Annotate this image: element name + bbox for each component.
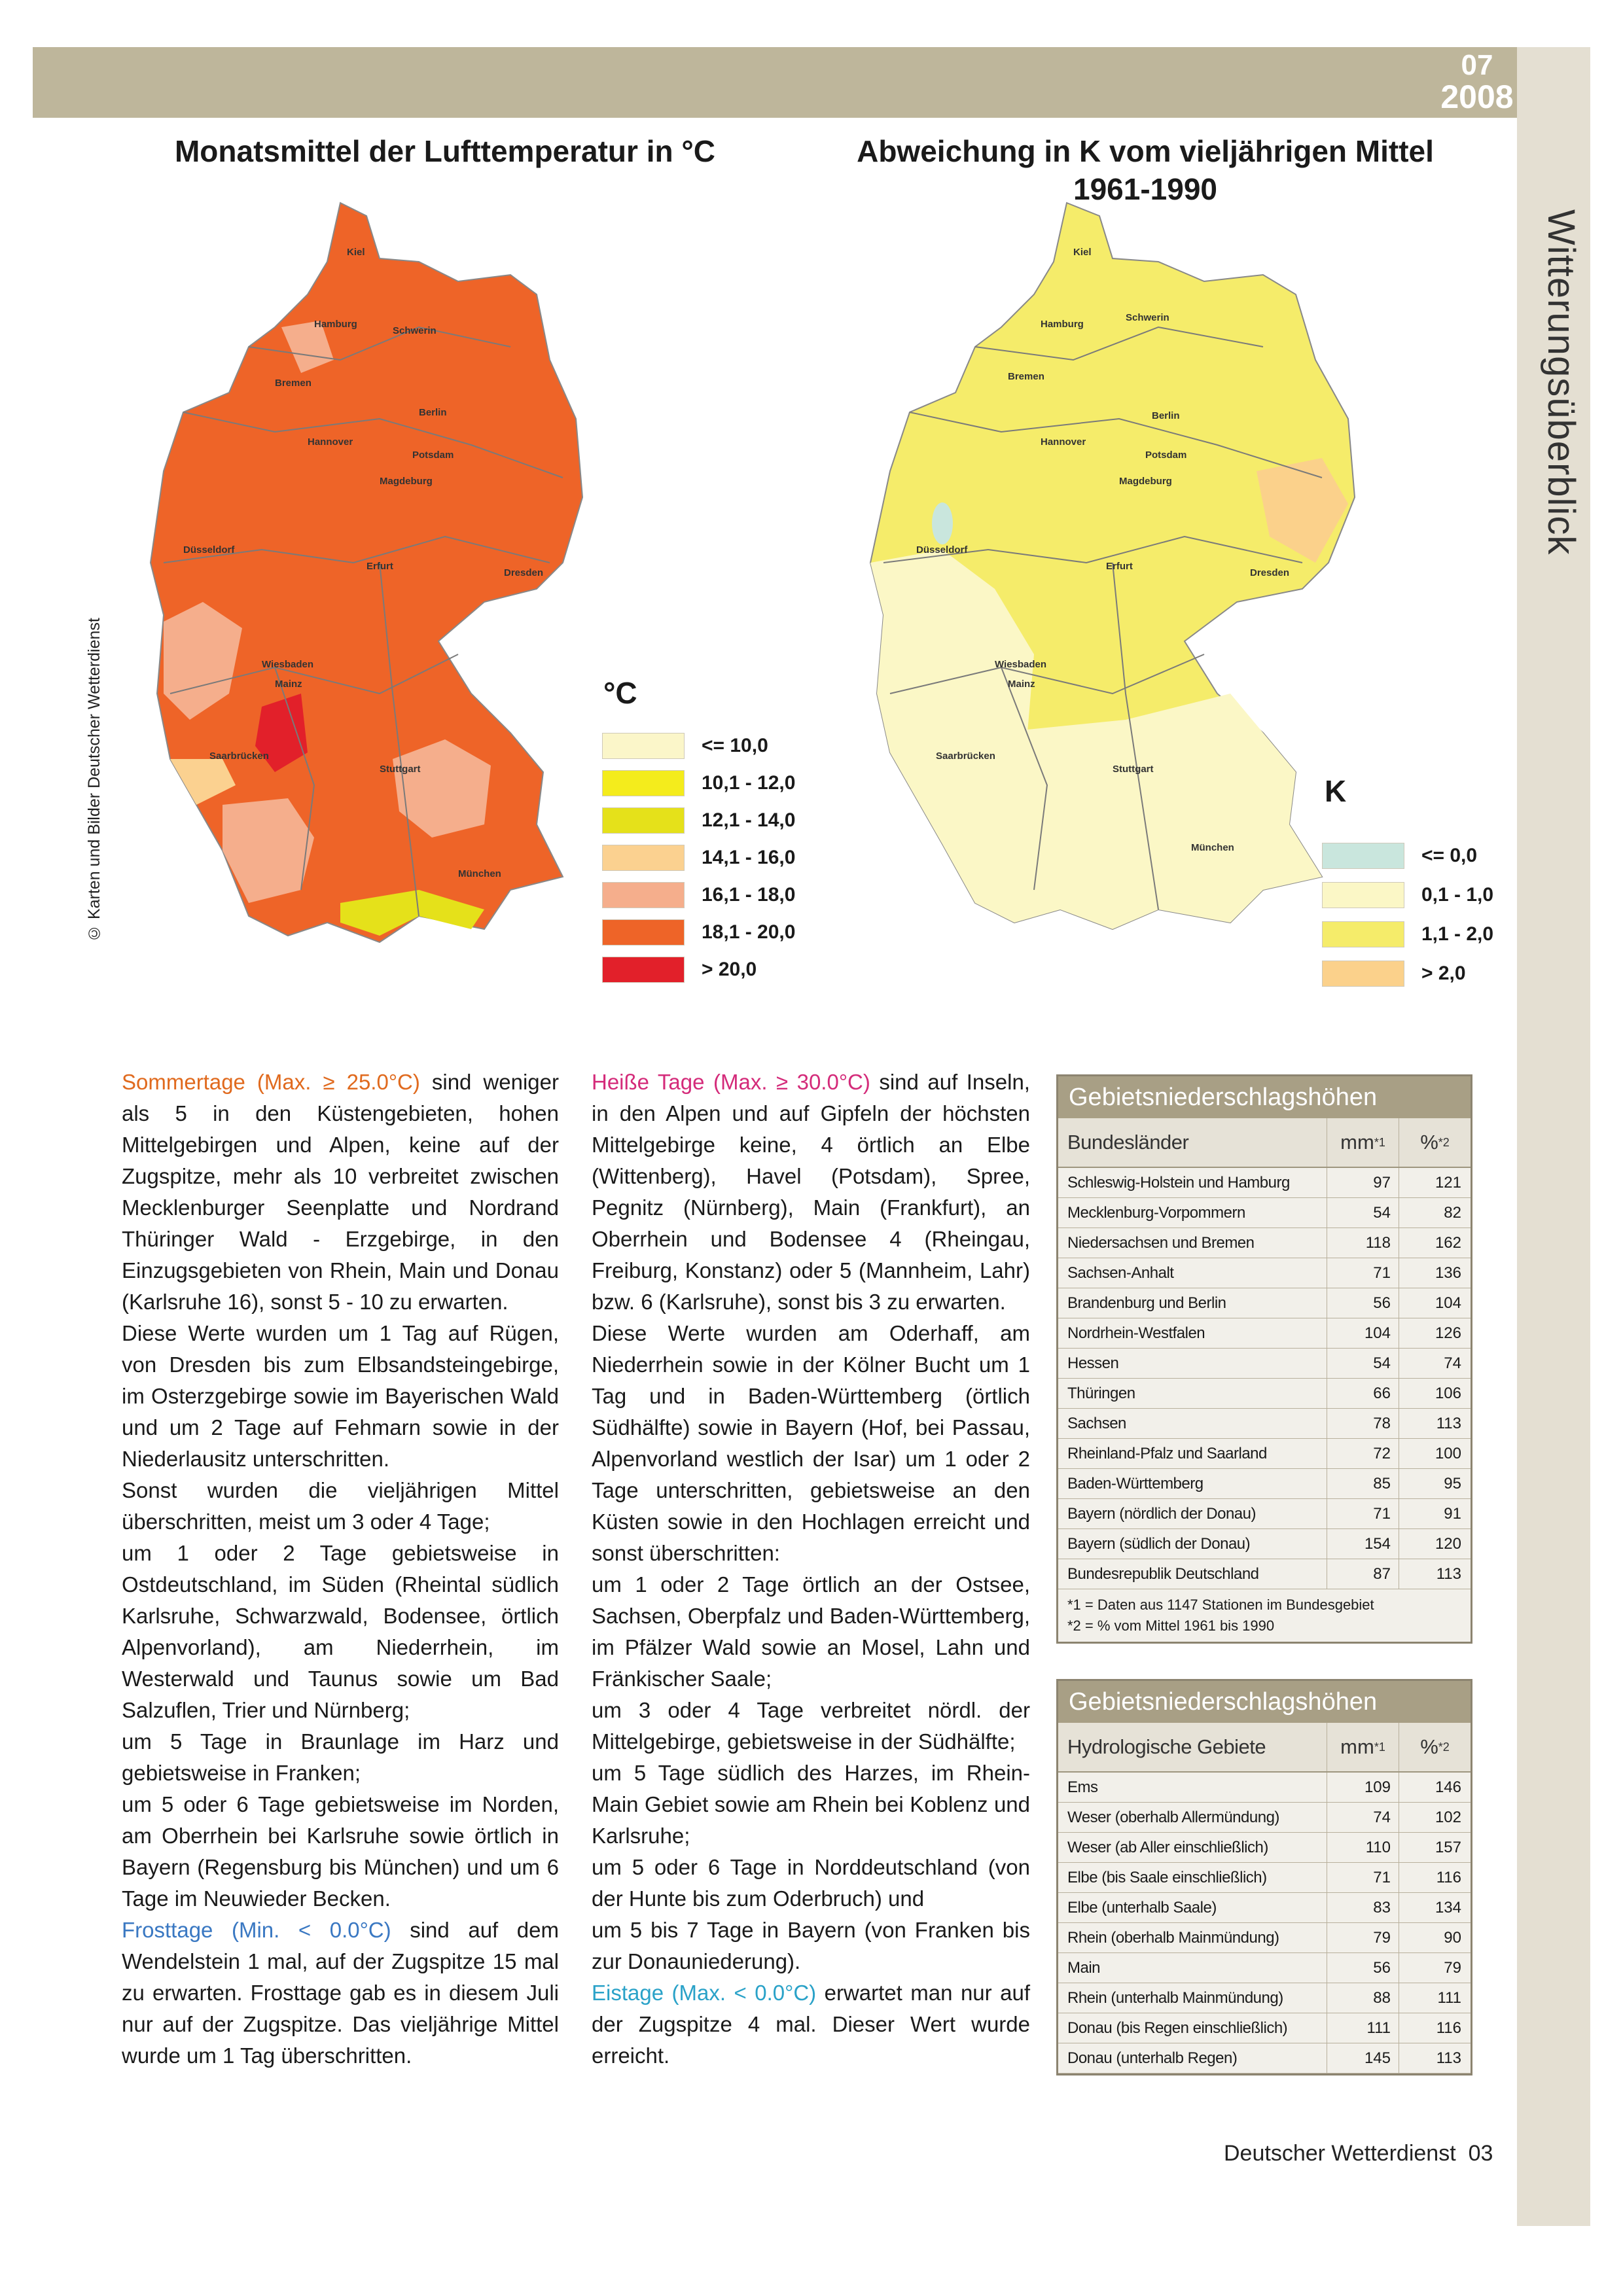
table-row [1058, 1198, 1471, 1228]
table-cell-pct: 95 [1399, 1469, 1471, 1498]
city-label: Magdeburg [1119, 476, 1172, 487]
table-cell-name: Hessen [1067, 1354, 1119, 1372]
city-label: Kiel [1073, 247, 1092, 258]
city-label: Mainz [1008, 679, 1035, 690]
precipitation-table-hydro [1056, 1679, 1472, 2075]
table2-col-mm: mm *1 [1327, 1723, 1399, 1771]
table-cell-mm: 118 [1327, 1228, 1399, 1258]
city-label: Stuttgart [380, 764, 421, 775]
table-row [1058, 1559, 1471, 1589]
table-cell-pct: 82 [1399, 1198, 1471, 1227]
table-cell-pct: 106 [1399, 1379, 1471, 1408]
table-cell-pct: 90 [1399, 1923, 1471, 1952]
table-cell-pct: 120 [1399, 1529, 1471, 1559]
legend-label: > 2,0 [1421, 963, 1466, 984]
table-cell-mm: 66 [1327, 1379, 1399, 1408]
city-label: Schwerin [1126, 312, 1169, 323]
summer-days-heading: Sommertage (Max. ≥ 25.0°C) [122, 1070, 420, 1094]
city-label: Düsseldorf [183, 544, 235, 556]
table-row [1058, 1893, 1471, 1923]
legend-swatch [1322, 961, 1404, 987]
table-cell-mm: 97 [1327, 1168, 1399, 1197]
legend-swatch [602, 807, 685, 834]
table1-note-1: *1 = Daten aus 1147 Stationen im Bundesgebiet [1067, 1597, 1374, 1613]
city-label: Kiel [347, 247, 365, 258]
map-right-title-line2: 1961-1990 [1073, 172, 1217, 206]
city-label: Berlin [419, 407, 447, 418]
image-credit: © Karten und Bilder Deutscher Wetterdienst [85, 618, 103, 942]
city-label: Erfurt [366, 561, 393, 572]
table-cell-name: Sachsen-Anhalt [1067, 1263, 1174, 1282]
table-cell-name: Ems [1067, 1778, 1098, 1796]
section-title: Witterungsüberblick [1540, 209, 1582, 556]
table-cell-mm: 110 [1327, 1833, 1399, 1862]
table-row [1058, 1258, 1471, 1288]
table-row [1058, 1469, 1471, 1499]
table-row [1058, 1983, 1471, 2013]
table-row [1058, 1803, 1471, 1833]
city-label: Schwerin [393, 325, 437, 336]
table-cell-mm: 74 [1327, 1803, 1399, 1832]
table-row [1058, 1168, 1471, 1198]
table-cell-mm: 85 [1327, 1469, 1399, 1498]
table2-title: Gebietsniederschlagshöhen [1058, 1681, 1471, 1723]
city-label: Hannover [308, 436, 353, 448]
footer [1224, 2141, 1493, 2166]
city-label: Düsseldorf [916, 544, 968, 556]
table-row [1058, 1409, 1471, 1439]
table-cell-mm: 56 [1327, 1953, 1399, 1983]
table-cell-pct: 74 [1399, 1349, 1471, 1378]
table-row [1058, 1529, 1471, 1559]
frost-days-heading: Frosttage (Min. < 0.0°C) [122, 1918, 391, 1942]
table-cell-name: Rhein (oberhalb Mainmündung) [1067, 1928, 1279, 1947]
city-label: München [458, 868, 501, 879]
table-cell-pct: 157 [1399, 1833, 1471, 1862]
precipitation-table-states [1056, 1074, 1472, 1644]
ice-days-heading: Eistage (Max. < 0.0°C) [592, 1981, 817, 2005]
col2-paragraph-3: um 1 oder 2 Tage örtlich an der Ostsee, Sachsen, Oberpfalz und Baden-Württemberg, im Pfälzer Wald sowie an Mosel, Lahn und Fränkischer Saale; [592, 1572, 1030, 1691]
col1-paragraph-5: um 5 Tage in Braunlage im Harz und gebietsweise in Franken; [122, 1729, 559, 1785]
city-label: Wiesbaden [262, 659, 314, 670]
map-right-title-line1: Abweichung in K vom vieljährigen Mittel [857, 134, 1434, 168]
issue-month: 07 [1461, 49, 1493, 81]
table-cell-mm: 109 [1327, 1773, 1399, 1802]
table1-header-row [1058, 1118, 1471, 1168]
table-cell-name: Elbe (bis Saale einschließlich) [1067, 1868, 1267, 1886]
table-cell-mm: 104 [1327, 1318, 1399, 1348]
city-label: Dresden [1250, 567, 1290, 578]
table-cell-mm: 79 [1327, 1923, 1399, 1952]
col1-paragraph-3: Sonst wurden die vieljährigen Mittel überschritten, meist um 3 oder 4 Tage; [122, 1478, 559, 1534]
table-row [1058, 1833, 1471, 1863]
legend-item [602, 919, 795, 945]
legend-item [602, 770, 795, 796]
table-row [1058, 2043, 1471, 2074]
table1-note-2: *2 = % vom Mittel 1961 bis 1990 [1067, 1617, 1275, 1634]
table-cell-mm: 72 [1327, 1439, 1399, 1468]
legend-label: 0,1 - 1,0 [1421, 884, 1494, 906]
page-number: 03 [1468, 2141, 1493, 2166]
table-row [1058, 1863, 1471, 1893]
legend-item [1322, 882, 1493, 908]
table-cell-pct: 146 [1399, 1773, 1471, 1802]
city-label: Hamburg [314, 319, 357, 330]
legend-label: <= 0,0 [1421, 845, 1478, 866]
table-row [1058, 1499, 1471, 1529]
city-label: Wiesbaden [995, 659, 1047, 670]
table-cell-name: Bundesrepublik Deutschland [1067, 1564, 1259, 1583]
table-cell-mm: 71 [1327, 1258, 1399, 1288]
table-cell-pct: 111 [1399, 1983, 1471, 2013]
city-label: Bremen [275, 378, 312, 389]
table-cell-pct: 113 [1399, 2043, 1471, 2073]
legend-label: 1,1 - 2,0 [1421, 923, 1494, 945]
table-cell-mm: 56 [1327, 1288, 1399, 1318]
table-cell-mm: 87 [1327, 1559, 1399, 1589]
table-cell-mm: 71 [1327, 1863, 1399, 1892]
col1-paragraph-7: Frosttage (Min. < 0.0°C) sind auf dem Wendelstein 1 mal, auf der Zugspitze 15 mal zu erwarten. Frosttage gab es in diesem Juli nur auf der Zugspitze. Das vieljährige Mittel wurde um 1 Tag überschritten. [122, 1918, 559, 2068]
table-row [1058, 1379, 1471, 1409]
col2-paragraph-8: Eistage (Max. < 0.0°C) erwartet man nur auf der Zugspitze 4 mal. Dieser Wert wurde erreicht. [592, 1981, 1030, 2068]
city-label: Hannover [1041, 436, 1086, 448]
table-row [1058, 1953, 1471, 1983]
table-cell-pct: 121 [1399, 1168, 1471, 1197]
table-cell-mm: 145 [1327, 2043, 1399, 2073]
table-cell-name: Donau (bis Regen einschließlich) [1067, 2019, 1288, 2037]
city-label: Saarbrücken [936, 751, 995, 762]
col2-paragraph-4: um 3 oder 4 Tage verbreitet nördl. der Mittelgebirge, gebietsweise in der Südhälfte; [592, 1698, 1030, 1754]
anomaly-map [864, 196, 1387, 936]
city-label: Potsdam [412, 450, 454, 461]
city-label: Magdeburg [380, 476, 433, 487]
table-cell-mm: 154 [1327, 1529, 1399, 1559]
legend-label: 18,1 - 20,0 [702, 921, 796, 943]
hot-days-heading: Heiße Tage (Max. ≥ 30.0°C) [592, 1070, 870, 1094]
col2-paragraph-2: Diese Werte wurden am Oderhaff, am Niederrhein sowie in der Kölner Bucht um 1 Tag und in Baden-Württemberg (örtlich Südhälfte) sowie in Bayern (Hof, bei Passau, Alpenvorland westlich der Isar) um 1 oder 2 Tage unterschritten, gebietsweise an den Küsten sowie in den Hochlagen erreicht und sonst überschritten: [592, 1321, 1030, 1565]
table-cell-pct: 104 [1399, 1288, 1471, 1318]
legend-item [602, 957, 757, 983]
map-right-legend-title: K [1325, 774, 1347, 808]
col2-paragraph-7: um 5 bis 7 Tage in Bayern (von Franken bis zur Donauniederung). [592, 1918, 1030, 1973]
city-label: Berlin [1152, 410, 1180, 421]
table-cell-mm: 83 [1327, 1893, 1399, 1922]
city-label: Saarbrücken [209, 751, 269, 762]
legend-swatch [602, 957, 685, 983]
col1-paragraph-2: Diese Werte wurden um 1 Tag auf Rügen, von Dresden bis zum Elbsandsteingebirge, im Osterzgebirge sowie im Bayerischen Wald und um 2 Tage auf Fehmarn sowie in der Niederlausitz unterschritten. [122, 1321, 559, 1471]
table-row [1058, 2013, 1471, 2043]
legend-label: 12,1 - 14,0 [702, 809, 796, 831]
table-cell-name: Rheinland-Pfalz und Saarland [1067, 1444, 1267, 1462]
table-cell-name: Sachsen [1067, 1414, 1126, 1432]
table2-col-pct: % *2 [1399, 1723, 1471, 1771]
col2-paragraph-5: um 5 Tage südlich des Harzes, im Rhein-Main Gebiet sowie am Rhein bei Koblenz und Karlsruhe; [592, 1761, 1030, 1848]
city-label: Stuttgart [1113, 764, 1154, 775]
legend-swatch [602, 845, 685, 871]
table-cell-name: Bayern (südlich der Donau) [1067, 1534, 1251, 1553]
table1-notes [1058, 1589, 1471, 1642]
legend-item [602, 733, 768, 759]
table-cell-name: Niedersachsen und Bremen [1067, 1233, 1255, 1252]
map-left-legend-title: °C [603, 676, 637, 710]
table1-col-name: Bundesländer [1067, 1131, 1189, 1154]
table-cell-name: Thüringen [1067, 1384, 1135, 1402]
city-label: Bremen [1008, 371, 1044, 382]
table2-col-name: Hydrologische Gebiete [1067, 1735, 1266, 1758]
legend-label: > 20,0 [702, 959, 757, 980]
table-cell-name: Main [1067, 1958, 1101, 1977]
table-cell-pct: 113 [1399, 1409, 1471, 1438]
city-label: Erfurt [1106, 561, 1133, 572]
table-cell-name: Mecklenburg-Vorpommern [1067, 1203, 1245, 1222]
table-cell-pct: 162 [1399, 1228, 1471, 1258]
table-row [1058, 1318, 1471, 1349]
legend-item [1322, 843, 1477, 869]
table-cell-pct: 134 [1399, 1893, 1471, 1922]
legend-item [602, 882, 795, 908]
table-row [1058, 1923, 1471, 1953]
table-cell-pct: 102 [1399, 1803, 1471, 1832]
table-cell-name: Schleswig-Holstein und Hamburg [1067, 1173, 1290, 1192]
table-cell-name: Weser (oberhalb Allermündung) [1067, 1808, 1279, 1826]
table-row [1058, 1773, 1471, 1803]
col1-paragraph-6: um 5 oder 6 Tage gebietsweise im Norden, am Oberrhein bei Karlsruhe sowie örtlich in Bayern (Regensburg bis München) und um 6 Tage im Neuwieder Becken. [122, 1792, 559, 1911]
table-cell-mm: 54 [1327, 1198, 1399, 1227]
legend-swatch [602, 919, 685, 945]
legend-swatch [602, 882, 685, 908]
col1-paragraph-4: um 1 oder 2 Tage gebietsweise in Ostdeutschland, im Süden (Rheintal südlich Karlsruhe, Schwarzwald, Bodensee, örtlich Alpenvorland), am Niederrhein, im Westerwald und Taunus sowie um Bad Salzuflen, Trier und Nürnberg; [122, 1541, 559, 1722]
legend-swatch [1322, 843, 1404, 869]
table-cell-name: Rhein (unterhalb Mainmündung) [1067, 1988, 1283, 2007]
table1-col-mm: mm *1 [1327, 1118, 1399, 1167]
table-cell-mm: 111 [1327, 2013, 1399, 2043]
table-cell-pct: 126 [1399, 1318, 1471, 1348]
city-label: Mainz [275, 679, 302, 690]
legend-swatch [1322, 882, 1404, 908]
legend-label: 10,1 - 12,0 [702, 772, 796, 794]
legend-swatch [602, 770, 685, 796]
footer-publisher: Deutscher Wetterdienst [1224, 2141, 1456, 2166]
table-cell-mm: 88 [1327, 1983, 1399, 2013]
table-row [1058, 1439, 1471, 1469]
table-cell-pct: 136 [1399, 1258, 1471, 1288]
city-label: München [1191, 842, 1234, 853]
city-label: Hamburg [1041, 319, 1084, 330]
table-cell-pct: 79 [1399, 1953, 1471, 1983]
col1-paragraph-1: Sommertage (Max. ≥ 25.0°C) sind weniger als 5 in den Küstengebieten, hohen Mittelgebirgen und Alpen, keine auf der Zugspitze, mehr als 10 verbreitet zwischen Mecklenburger Seenplatte und Nordrand Thüringer Wald - Erzgebirge, in den Einzugsgebieten von Rhein, Main und Donau (Karlsruhe 16), sonst 5 - 10 zu erwarten. [122, 1070, 559, 1314]
table-cell-name: Bayern (nördlich der Donau) [1067, 1504, 1256, 1523]
table-cell-name: Baden-Württemberg [1067, 1474, 1204, 1492]
table-row [1058, 1228, 1471, 1258]
legend-swatch [602, 733, 685, 759]
table-cell-name: Nordrhein-Westfalen [1067, 1324, 1205, 1342]
table1-col-pct: % *2 [1399, 1118, 1471, 1167]
legend-item [602, 807, 795, 834]
legend-label: <= 10,0 [702, 735, 768, 756]
header-bar [33, 47, 1517, 118]
table-cell-name: Brandenburg und Berlin [1067, 1294, 1226, 1312]
temperature-map [144, 196, 589, 955]
table1-title: Gebietsniederschlagshöhen [1058, 1076, 1471, 1118]
table1-body [1058, 1168, 1471, 1589]
col2-paragraph-6: um 5 oder 6 Tage in Norddeutschland (von der Hunte bis zum Oderbruch) und [592, 1855, 1030, 1911]
table-cell-pct: 116 [1399, 2013, 1471, 2043]
legend-item [602, 845, 795, 871]
map-left-title: Monatsmittel der Lufttemperatur in °C [174, 134, 715, 168]
table-cell-pct: 91 [1399, 1499, 1471, 1528]
text-column-1 [122, 1067, 559, 2072]
table-cell-mm: 71 [1327, 1499, 1399, 1528]
table-row [1058, 1288, 1471, 1318]
issue-year: 2008 [1440, 79, 1514, 115]
table-cell-mm: 54 [1327, 1349, 1399, 1378]
table2-header-row [1058, 1723, 1471, 1773]
legend-label: 16,1 - 18,0 [702, 884, 796, 906]
table-cell-pct: 100 [1399, 1439, 1471, 1468]
col2-paragraph-1: Heiße Tage (Max. ≥ 30.0°C) sind auf Inseln, in den Alpen und auf Gipfeln der höchsten Mittelgebirge keine, 4 örtlich an Elbe (Wittenberg), Havel (Potsdam), Spree, Pegnitz (Nürnberg), Main (Frankfurt), an Oberrhein und Bodensee 4 (Rheingau, Freiburg, Konstanz) oder 5 (Mannheim, Lahr) bzw. 6 (Karlsruhe), sonst bis 3 zu erwarten. [592, 1070, 1030, 1314]
text-column-2 [592, 1067, 1030, 2072]
table2-body [1058, 1773, 1471, 2074]
legend-swatch [1322, 921, 1404, 947]
table-cell-pct: 113 [1399, 1559, 1471, 1589]
legend-item [1322, 921, 1493, 947]
city-label: Dresden [504, 567, 544, 578]
table-cell-name: Elbe (unterhalb Saale) [1067, 1898, 1217, 1916]
legend-item [1322, 961, 1466, 987]
table-cell-name: Weser (ab Aller einschließlich) [1067, 1838, 1268, 1856]
table-row [1058, 1349, 1471, 1379]
table-cell-mm: 78 [1327, 1409, 1399, 1438]
table-cell-name: Donau (unterhalb Regen) [1067, 2049, 1238, 2067]
table-cell-pct: 116 [1399, 1863, 1471, 1892]
city-label: Potsdam [1145, 450, 1187, 461]
legend-label: 14,1 - 16,0 [702, 847, 796, 868]
